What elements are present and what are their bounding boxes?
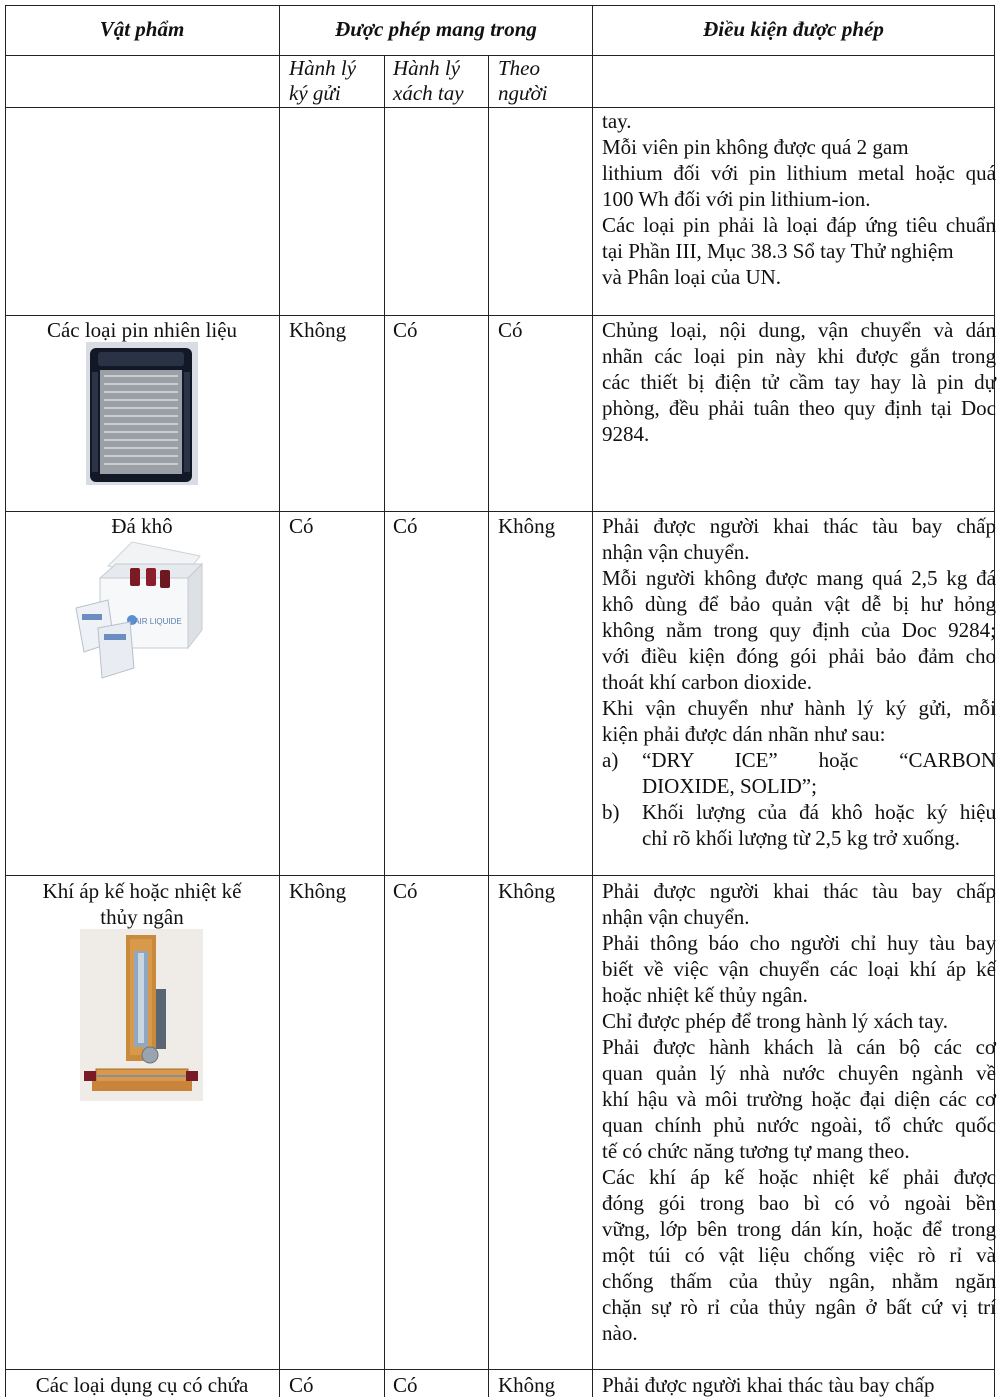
condition-line: 9284. bbox=[602, 422, 650, 446]
condition-line: Phải được người khai thác tàu bay chấp bbox=[602, 1373, 935, 1397]
condition-line: với điều kiện đóng gói phải bảo đảm cho bbox=[602, 644, 996, 668]
list-marker: b) bbox=[602, 800, 620, 824]
subcolumn-divider bbox=[488, 55, 489, 1397]
condition-line: Khi vận chuyển như hành lý ký gửi, mỗi bbox=[602, 696, 996, 720]
subheader-line: người bbox=[498, 81, 548, 105]
condition-line: Chỉ được phép để trong hành lý xách tay. bbox=[602, 1009, 948, 1033]
fuel-cell-image bbox=[86, 342, 198, 485]
condition-line: không nằm trong quy định của Doc 9284; bbox=[602, 618, 996, 642]
condition-line: kiện phải được dán nhãn như sau: bbox=[602, 722, 886, 746]
subheader-line: Hành lý bbox=[393, 56, 461, 80]
condition-line: Các khí áp kế hoặc nhiệt kế phải được bbox=[602, 1165, 996, 1189]
conditions-cell bbox=[602, 317, 996, 447]
row-divider bbox=[5, 511, 995, 512]
conditions-cell bbox=[602, 878, 996, 1346]
subheader-line: ký gửi bbox=[289, 81, 341, 105]
condition-line: thoát khí carbon dioxide. bbox=[602, 670, 812, 694]
checked-baggage-value: Có bbox=[289, 514, 314, 538]
subheader-on-person bbox=[498, 56, 588, 106]
condition-line: tại Phần III, Mục 38.3 Sổ tay Thử nghiệm bbox=[602, 239, 954, 263]
checked-baggage-value: Có bbox=[289, 1373, 314, 1397]
list-item bbox=[602, 799, 996, 851]
dry-ice-image bbox=[72, 538, 212, 684]
condition-line: khô dùng để bảo quản vật dễ bị hư hỏng bbox=[602, 592, 996, 616]
subcolumn-divider bbox=[384, 55, 385, 1397]
checked-baggage-value: Không bbox=[289, 318, 347, 342]
subheader-carry-on bbox=[393, 56, 485, 106]
item-name: Đá khô bbox=[111, 514, 173, 538]
barometer-image bbox=[80, 929, 203, 1101]
condition-line: nhận vận chuyển. bbox=[602, 905, 750, 929]
item-name: Các loại pin nhiên liệu bbox=[46, 318, 238, 342]
list-item bbox=[602, 747, 996, 799]
subheader-line: Hành lý bbox=[289, 56, 357, 80]
conditions-cell bbox=[602, 1372, 996, 1398]
subheader-checked-baggage bbox=[289, 56, 381, 106]
condition-line: tay. bbox=[602, 109, 632, 133]
condition-line: Mỗi người không được mang quá 2,5 kg đá bbox=[602, 566, 996, 590]
on-person-value: Không bbox=[498, 1373, 556, 1397]
condition-line: Phải được người khai thác tàu bay chấp bbox=[602, 514, 996, 538]
condition-line: các thiết bị điện tử cầm tay hay là pin dự bbox=[602, 370, 996, 394]
carry-on-value: Có bbox=[393, 1373, 418, 1397]
condition-line: Chủng loại, nội dung, vận chuyển và dán bbox=[602, 318, 996, 342]
condition-line: Các loại pin phải là loại đáp ứng tiêu chuẩn bbox=[602, 213, 996, 237]
condition-line: 100 Wh đối với pin lithium-ion. bbox=[602, 187, 871, 211]
header-item: Vật phẩm bbox=[99, 17, 185, 41]
condition-line: lithium đối với pin lithium metal hoặc quá bbox=[602, 161, 996, 185]
on-person-value: Không bbox=[498, 514, 556, 538]
column-divider bbox=[279, 5, 280, 1397]
condition-line: Mỗi viên pin không được quá 2 gam bbox=[602, 135, 909, 159]
item-name-line: thủy ngân bbox=[100, 905, 184, 929]
on-person-value: Không bbox=[498, 879, 556, 903]
conditions-cell bbox=[602, 513, 996, 851]
table-left-border bbox=[5, 5, 6, 1397]
list-marker: a) bbox=[602, 748, 619, 772]
condition-line: biết về việc vận chuyển các loại khí áp kế bbox=[602, 957, 996, 981]
list-line: chỉ rõ khối lượng từ 2,5 kg trở xuống. bbox=[642, 826, 960, 850]
condition-line: nào. bbox=[602, 1321, 638, 1345]
condition-line: phòng, đều phải tuân theo quy định tại Doc bbox=[602, 396, 996, 420]
column-divider bbox=[592, 5, 593, 1397]
condition-line: chặn sự rò rỉ của thủy ngân ở bất cứ vị trí bbox=[602, 1295, 996, 1319]
list-line: “DRY ICE” hoặc “CARBON bbox=[642, 748, 996, 772]
header-allowed: Được phép mang trong bbox=[335, 17, 537, 41]
condition-line: Phải được hành khách là cán bộ các cơ bbox=[602, 1035, 996, 1059]
condition-line: khí hậu và môi trường hoặc đại diện các cơ bbox=[602, 1087, 996, 1111]
subheader-line: xách tay bbox=[393, 81, 464, 105]
table-top-border bbox=[5, 5, 995, 6]
carry-on-value: Có bbox=[393, 514, 418, 538]
item-name bbox=[5, 878, 279, 930]
condition-line: Phải được người khai thác tàu bay chấp bbox=[602, 879, 996, 903]
list-line: DIOXIDE, SOLID”; bbox=[642, 774, 817, 798]
condition-line: Phải thông báo cho người chỉ huy tàu bay bbox=[602, 931, 996, 955]
condition-line: và Phân loại của UN. bbox=[602, 265, 782, 289]
condition-line: tế có chức năng tương tự mang theo. bbox=[602, 1139, 910, 1163]
list-line: Khối lượng của đá khô hoặc ký hiệu bbox=[642, 800, 996, 824]
row-divider bbox=[5, 875, 995, 876]
condition-line: một túi có vật liệu chống việc rò rỉ và bbox=[602, 1243, 996, 1267]
condition-line: hoặc nhiệt kế thủy ngân. bbox=[602, 983, 808, 1007]
header-conditions: Điều kiện được phép bbox=[703, 17, 884, 41]
item-name: Các loại dụng cụ có chứa bbox=[35, 1373, 249, 1397]
box-brand-label: AIR LIQUIDE bbox=[134, 617, 182, 626]
subheader-line: Theo bbox=[498, 56, 540, 80]
carry-on-value: Có bbox=[393, 879, 418, 903]
item-name-line: Khí áp kế hoặc nhiệt kế bbox=[42, 879, 242, 903]
row-divider bbox=[5, 1369, 995, 1370]
condition-line: nhãn các loại pin này khi được gắn trong bbox=[602, 344, 996, 368]
conditions-cell bbox=[602, 108, 996, 290]
condition-line: chống thấm của thủy ngân, nhằm ngăn bbox=[602, 1269, 996, 1293]
checked-baggage-value: Không bbox=[289, 879, 347, 903]
carry-on-value: Có bbox=[393, 318, 418, 342]
condition-line: vững, lớp bên trong dán kín, hoặc để trong bbox=[602, 1217, 996, 1241]
on-person-value: Có bbox=[498, 318, 523, 342]
row-divider bbox=[5, 315, 995, 316]
condition-line: quan quản lý nhà nước chuyên ngành về bbox=[602, 1061, 996, 1085]
condition-line: nhận vận chuyển. bbox=[602, 540, 750, 564]
condition-line: quan chính phủ nước ngoài, tổ chức quốc bbox=[602, 1113, 996, 1137]
condition-line: đóng gói trong bao bì có vỏ ngoài bền bbox=[602, 1191, 996, 1215]
